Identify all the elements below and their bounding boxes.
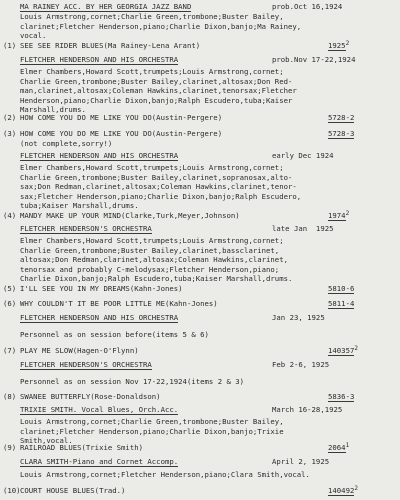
session-header: [20, 151, 178, 161]
track-number: (5): [3, 284, 17, 293]
session-header-text: MA RAINEY ACC. BY HER GEORGIA JAZZ BAND: [20, 2, 192, 11]
personnel-line: sax;Don Redman,clarinet,altosax;Coleman Hawkins,clarinet,tenor-: [20, 182, 297, 192]
matrix-value: 2064: [328, 443, 346, 452]
session-header: [20, 405, 178, 415]
matrix-number: [328, 129, 354, 139]
track-title: RAILROAD BLUES(Trixie Smith): [20, 443, 144, 452]
session-header-text: CLARA SMITH-Piano and Cornet Accomp.: [20, 457, 179, 466]
session-header-text: FLETCHER HENDERSON'S ORCHESTRA: [20, 360, 152, 369]
session-header: [20, 224, 152, 234]
personnel-line: Charlie Green,trombone;Buster Bailey,clarinet,altosax;Don Red-: [20, 76, 293, 86]
matrix-number: [328, 299, 354, 309]
session-header: [20, 2, 191, 12]
track-number: (1): [3, 41, 17, 50]
personnel-line: tuba;Kaiser Marshall,drums.: [20, 201, 139, 211]
session-date: Jan 23, 1925: [272, 313, 325, 322]
personnel-line: clarinet;Fletcher Henderson,piano;Charlie Dixon,banjo;Ma Rainey,: [20, 21, 302, 31]
matrix-number: [328, 486, 358, 497]
track-title: SEE SEE RIDER BLUES(Ma Rainey-Lena Arant): [20, 41, 201, 50]
personnel-line: Elmer Chambers,Howard Scott,trumpets;Louis Armstrong,cornet;: [20, 163, 284, 172]
track-number: (9): [3, 443, 17, 452]
take-number: 2: [345, 210, 350, 217]
matrix-number: [328, 211, 349, 222]
session-date: April 2, 1925: [272, 457, 330, 466]
matrix-number: [328, 41, 349, 52]
track-number: (3): [3, 129, 17, 138]
track-number: (8): [3, 392, 17, 401]
personnel-line: Elmer Chambers,Howard Scott,trumpets;Louis Armstrong,cornet;: [20, 67, 284, 76]
session-header-text: TRIXIE SMITH. Vocal Blues, Orch.Acc.: [20, 405, 179, 414]
matrix-number: [328, 284, 354, 294]
personnel-line: Smith,vocal.: [20, 436, 73, 446]
track-number: (7): [3, 346, 17, 355]
track-title: WHY COULDN'T IT BE POOR LITTLE ME(Kahn-Jones): [20, 299, 218, 308]
track-number: (2): [3, 113, 17, 122]
personnel-line: Louis Armstrong,cornet;Charlie Green,trombone;Buster Bailey,: [20, 417, 284, 426]
matrix-value: 5728-2: [328, 113, 355, 122]
personnel-line: Personnel as on session Nov 17-22,1924(items 2 & 3): [20, 377, 245, 386]
matrix-value: 140492: [328, 486, 355, 495]
matrix-value: 140357: [328, 346, 355, 355]
track-title: HOW COME YOU DO ME LIKE YOU DO(Austin-Pergere): [20, 129, 223, 138]
personnel-line: Louis Armstrong,cornet;Charlie Green,trombone;Buster Bailey,: [20, 12, 284, 21]
track-number: (10): [3, 486, 21, 495]
track-title: MANDY MAKE UP YOUR MIND(Clarke,Turk,Meyer,Johnson): [20, 211, 240, 220]
track-title: PLAY ME SLOW(Hagen-O'Flynn): [20, 346, 139, 355]
personnel-line: sax;Fletcher Henderson,piano;Charlie Dixon,banjo;Ralph Escudero,: [20, 191, 302, 201]
personnel-line: man,clarinet,altosax;Coleman Hawkins,clarinet,tenorsax;Fletcher: [20, 86, 297, 96]
session-header-text: FLETCHER HENDERSON AND HIS ORCHESTRA: [20, 55, 179, 64]
matrix-number: [328, 443, 349, 454]
matrix-number: [328, 113, 354, 123]
take-number: 2: [354, 485, 358, 492]
personnel-line: tenorsax and probably C-melodysax;Fletcher Henderson,piano;: [20, 264, 280, 274]
matrix-value: 5836-3: [328, 392, 355, 401]
track-title: COURT HOUSE BLUES(Trad.): [20, 486, 126, 495]
session-header: [20, 313, 178, 323]
matrix-number: [328, 346, 358, 357]
track-note: (not complete,sorry!): [20, 139, 113, 148]
session-date: March 16-28,1925: [272, 405, 343, 414]
take-number: 1: [345, 442, 350, 449]
session-header: [20, 360, 152, 370]
matrix-value: 5810-6: [328, 284, 355, 293]
session-date: late Jan 1925: [272, 224, 334, 233]
personnel-line: Charlie Green,trombone;Buster Bailey,clarinet,sopranosax,alto-: [20, 172, 293, 182]
personnel-line: Charlie Green,trombone;Buster Bailey,clarinet,bassclarinet,: [20, 245, 280, 255]
personnel-line: clarinet;Fletcher Henderson,piano;Charlie Dixon,banjo;Trixie: [20, 426, 284, 436]
personnel-line: vocal.: [20, 31, 47, 41]
track-title: I'LL SEE YOU IN MY DREAMS(Kahn-Jones): [20, 284, 183, 293]
personnel-line: Charlie Dixon,banjo;Ralph Escudero,tuba;Kaiser Marshall,drums.: [20, 274, 293, 284]
session-header: [20, 457, 178, 467]
matrix-value: 1925: [328, 41, 346, 50]
session-date: prob.Nov 17-22,1924: [272, 55, 356, 64]
personnel-line: Henderson,piano;Charlie Dixon,banjo;Ralph Escudero,tuba;Kaiser: [20, 95, 293, 105]
personnel-line: Louis Armstrong,cornet;Fletcher Henderson,piano;Clara Smith,vocal.: [20, 470, 310, 479]
session-header-text: FLETCHER HENDERSON AND HIS ORCHESTRA: [20, 313, 179, 322]
personnel-line: altosax;Don Redman,clarinet,altosax;Coleman Hawkins,clarinet,: [20, 255, 288, 265]
personnel-line: Elmer Chambers,Howard Scott,trumpets;Louis Armstrong,cornet;: [20, 236, 284, 245]
session-date: Feb 2-6, 1925: [272, 360, 330, 369]
take-number: 2: [354, 345, 358, 352]
track-title: HOW COME YOU DO ME LIKE YOU DO(Austin-Pergere): [20, 113, 223, 122]
session-header: [20, 55, 178, 65]
personnel-line: Marshall,drums.: [20, 105, 86, 115]
session-header-text: FLETCHER HENDERSON AND HIS ORCHESTRA: [20, 151, 179, 160]
track-number: (4): [3, 211, 17, 220]
matrix-value: 5728-3: [328, 129, 355, 138]
matrix-value: 5811-4: [328, 299, 355, 308]
session-date: early Dec 1924: [272, 151, 334, 160]
session-date: prob.Oct 16,1924: [272, 2, 343, 11]
session-header-text: FLETCHER HENDERSON'S ORCHESTRA: [20, 224, 152, 233]
track-title: SWANEE BUTTERFLY(Rose-Donaldson): [20, 392, 161, 401]
matrix-value: 1974: [328, 211, 346, 220]
personnel-line: Personnel as on session before(items 5 & 6): [20, 330, 209, 339]
track-number: (6): [3, 299, 17, 308]
matrix-number: [328, 392, 354, 402]
take-number: 2: [345, 40, 350, 47]
